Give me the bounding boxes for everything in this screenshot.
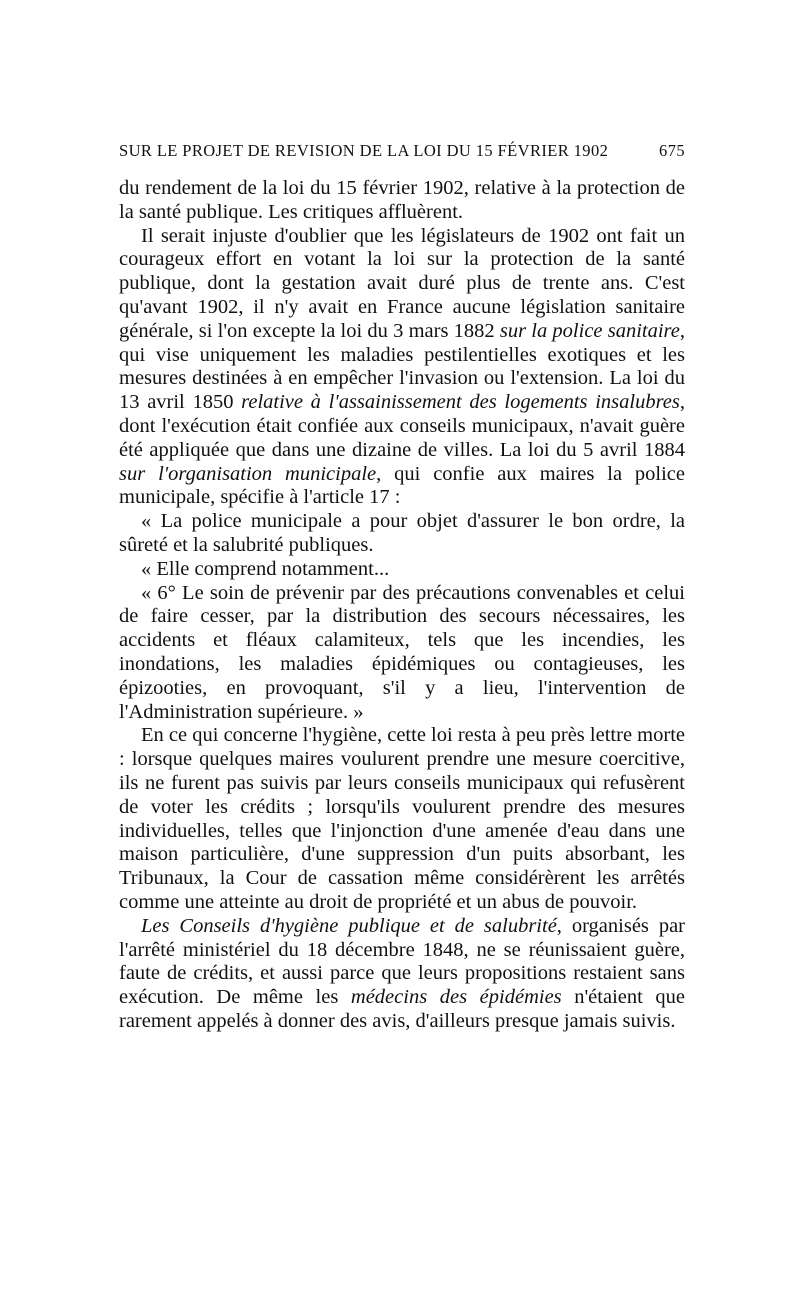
paragraph bbox=[119, 558, 685, 582]
paragraph bbox=[119, 915, 685, 1034]
italic-text-segment: sur la police sanitaire bbox=[499, 319, 680, 342]
text-segment: , organisés par l'arrêté ministériel du 18 décembre 1848, ne se réunissaient guère, faute de crédits, et aussi parce que leurs propositions restaient sans exécution. De même les bbox=[119, 914, 686, 1009]
text-segment: , qui vise uniquement les maladies pestilentielles exotiques et les mesures destinées à en empêcher l'invasion ou l'extension. La loi du 13 avril 1850 bbox=[119, 319, 685, 414]
text-segment: « 6° Le soin de prévenir par des précautions convenables et celui de faire cesser, par la distribution des secours nécessaires, les accidents et fléaux calamiteux, tels que les incendies, les inondations, les maladies épidémiques ou contagieuses, les épizooties, en provoquant, s'il y a lieu, l'intervention de l'Administration supérieure. » bbox=[119, 581, 685, 723]
text-segment: En ce qui concerne l'hygiène, cette loi resta à peu près lettre morte : lorsque quelques maires voulurent prendre une mesure coercitive, ils ne furent pas suivis par leurs conseils municipaux qui refusèrent de voter les crédits ; lorsqu'ils voulurent prendre des mesures individuelles, telles que l'injonction d'une amenée d'eau dans une maison particulière, d'une suppression d'un puits absorbant, les Tribunaux, la Cour de cassation même considérèrent les arrêtés comme une atteinte au droit de propriété et un abus de pouvoir. bbox=[119, 724, 685, 913]
body-text bbox=[119, 177, 685, 1034]
paragraph bbox=[119, 510, 685, 558]
text-segment: « Elle comprend notamment... bbox=[141, 557, 390, 580]
text-segment: du rendement de la loi du 15 février 1902, relative à la protection de la santé publique. Les critiques affluèrent. bbox=[119, 177, 685, 223]
text-segment: , qui confie aux maires la police municipale, spécifie à l'article 17 : bbox=[119, 462, 685, 509]
paragraph bbox=[119, 177, 685, 225]
paragraph bbox=[119, 225, 685, 511]
italic-text-segment: médecins des épidémies bbox=[350, 986, 562, 1009]
running-head bbox=[119, 141, 685, 161]
text-segment: Il serait injuste d'oublier que les législateurs de 1902 ont fait un courageux effort en votant la loi sur la protection de la santé publique, dont la gestation avait duré plus de trente ans. C'est qu'avant 1902, il n'y avait en France aucune législation sanitaire générale, si l'on excepte la loi du 3 mars 1882 bbox=[119, 224, 685, 342]
text-segment: , dont l'exécution était confiée aux conseils municipaux, n'avait guère été appliquée que dans une dizaine de villes. La loi du 5 avril 1884 bbox=[119, 391, 685, 461]
page-number: 675 bbox=[659, 141, 685, 160]
text-segment: « La police municipale a pour objet d'assurer le bon ordre, la sûreté et la salubrité publiques. bbox=[119, 510, 685, 556]
running-title: SUR LE PROJET DE REVISION DE LA LOI DU 15 FÉVRIER 1902 bbox=[119, 141, 609, 160]
text-segment: n'étaient que rarement appelés à donner des avis, d'ailleurs presque jamais suivis. bbox=[119, 986, 685, 1032]
paragraph bbox=[119, 724, 685, 914]
italic-text-segment: Les Conseils d'hygiène publique et de salubrité bbox=[141, 914, 557, 937]
italic-text-segment: relative à l'assainissement des logements insalubres bbox=[241, 391, 680, 414]
italic-text-segment: sur l'organisation municipale bbox=[119, 462, 377, 485]
paragraph bbox=[119, 582, 685, 725]
